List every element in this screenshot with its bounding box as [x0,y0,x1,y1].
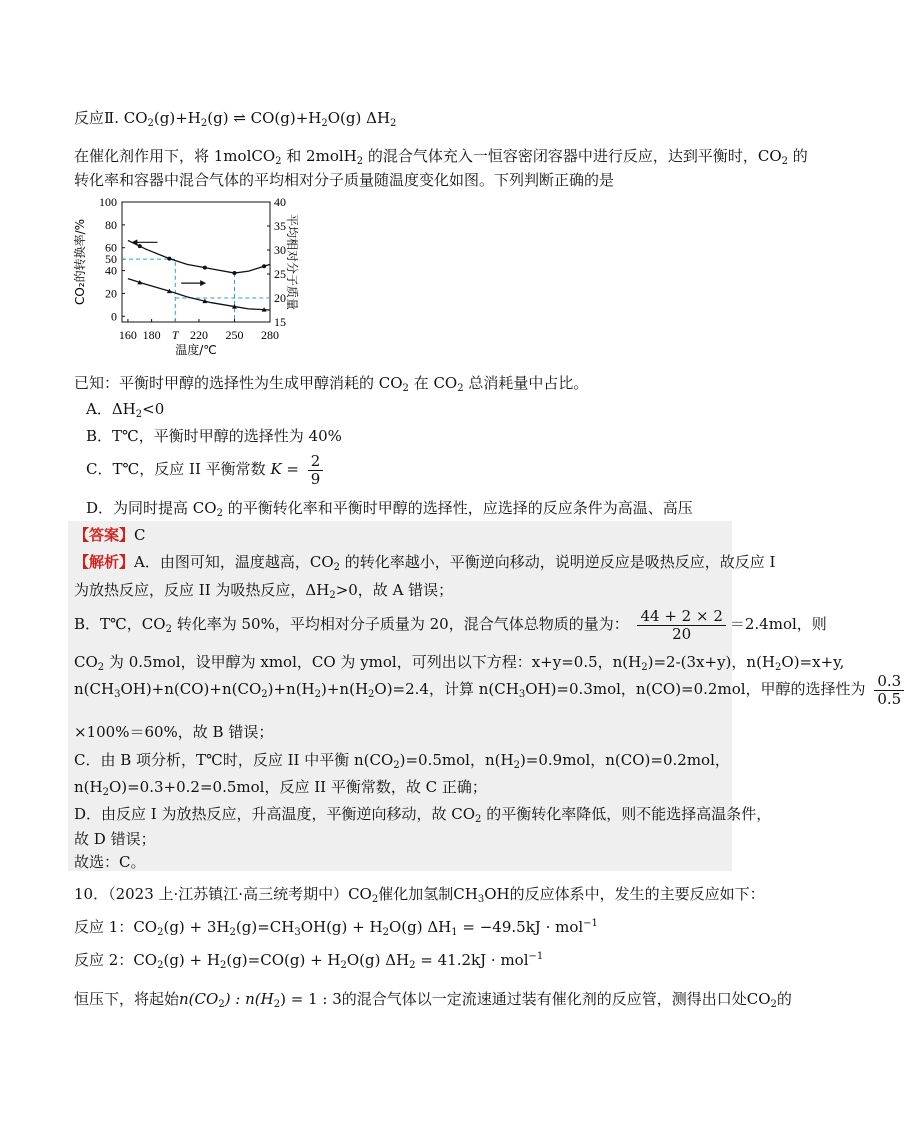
right-tick-label: 15 [274,315,286,329]
left-tick-label: 50 [105,252,117,267]
arrow-left-head [131,239,137,245]
answer-line: 【答案】C [74,526,146,544]
question-10: 10．（2023 上·江苏镇江·高三统考期中）$CO_2$催化加氢制$CH_3OH$的反应体系中，发生的主要反应如下： [74,885,765,905]
left-tick-label: 0 [111,309,117,324]
fraction-total: $\frac{44 + 2 \times 2}{20}$ [637,608,725,643]
left-axis-label: CO₂的转换率/% [73,218,87,306]
x-tick-label: 180 [142,328,161,342]
left-tick-label: 80 [105,217,117,232]
fraction-k: $\frac{2}{9}$ [308,453,324,488]
x-tick-label: T [171,328,179,342]
right-tick-label: 30 [274,243,286,257]
fraction-selectivity: $\frac{0.3}{0.5}$ [874,673,904,708]
analysis-line-4: $CO_2$ 为 0.5mol，设甲醇为 xmol，CO 为 ymol，可列出以下方程：x+y=0.5，$n(H_2)=2-(3x+y)$，$n(H_2O)=x+y$, [74,653,845,673]
right-tick-label: 20 [274,291,286,305]
option-a: A．$\Delta H_2<0$ [86,400,165,420]
reaction2-header: 反应Ⅱ. $CO_2(g)+H_2(g)$ ⇌ $CO(g)+H_2O(g)$ $\Delta H_2$ [74,109,397,129]
x-tick-label: 220 [189,328,208,342]
analysis-line-5: $n(CH_3OH)+n(CO)+n(CO_2)+n(H_2)+n(H_2O)=2.4$，计算 $n(CH_3OH)=0.3mol$，n(CO)=0.2mol，甲醇的选择性为 $\frac{0.3}{0.5}$ [74,672,908,708]
arrow-right-head [200,280,206,286]
reaction-1: 反应 1：$CO_2(g) + 3H_2(g)=CH_3OH(g) + H_2O(g) \Delta H_1 = -49.5kJ \cdot mol^{-1}$ [74,918,598,938]
right-axis-label: 平均相对分子质量 [285,213,299,311]
left-tick-label: 60 [105,240,117,255]
data-point-upper [203,266,207,270]
data-point-upper [262,264,266,268]
intro-line-2: 转化率和容器中混合气体的平均相对分子质量随温度变化如图。下列判断正确的是 [74,171,615,189]
intro-line-1: 在催化剂作用下，将 1molCO$_2$ 和 2molH$_2$ 的混合气体充入一恒容密闭容器中进行反应，达到平衡时，$CO_2$ 的 [74,147,808,167]
option-c: C．T℃，反应 II 平衡常数 K = $\frac{2}{9}$ [86,452,327,488]
data-point-upper [138,244,142,248]
left-tick-label: 100 [99,195,117,209]
data-point-upper [167,257,171,261]
known-line: 已知：平衡时甲醇的选择性为生成甲醇消耗的 $CO_2$ 在 $CO_2$ 总消耗量中占比。 [74,374,589,394]
plot-frame [122,202,270,322]
chart [70,192,299,360]
left-tick-label: 20 [105,286,117,301]
analysis-line-11: 故选：C。 [74,853,146,871]
series-line-1 [128,240,270,273]
left-tick-label: 40 [105,263,117,278]
x-tick-label: 160 [118,328,137,342]
analysis-line-2: 为放热反应，反应 II 为吸热反应，$\Delta H_2>0$，故 A 错误； [74,581,454,601]
right-tick-label: 35 [274,219,286,233]
analysis-line-3: B．T℃，$CO_2$ 转化率为 50%，平均相对分子质量为 20，混合气体总物质的量为： $\frac{44 + 2 \times 2}{20}$ ＝2.4mol，则 [74,606,827,643]
analysis-line-8: $n(H_2O)=0.3+0.2=0.5mol$，反应 II 平衡常数，故 C 正确； [74,778,487,798]
x-tick-label: 280 [261,328,279,342]
analysis-line-6: ×100%＝60%，故 B 错误； [74,723,274,741]
data-point-upper [232,271,236,275]
analysis-line-7: C．由 B 项分析，T℃时，反应 II 中平衡 $n(CO_2)=0.5mol$，$n(H_2)=0.9mol$，n(CO)=0.2mol， [74,751,730,771]
option-b: B．T℃，平衡时甲醇的选择性为 40% [86,427,342,445]
right-tick-label: 40 [274,195,286,209]
reaction-2: 反应 2：$CO_2(g) + H_2(g)=CO(g) + H_2O(g) \Delta H_2 = 41.2kJ \cdot mol^{-1}$ [74,951,544,971]
x-axis-label: 温度/℃ [175,343,217,357]
option-d: D．为同时提高 $CO_2$ 的平衡转化率和平衡时甲醇的选择性，应选择的反应条件为高温、高压 [86,499,693,519]
right-tick-label: 25 [274,267,286,281]
last-line: 恒压下，将起始$n(CO_2)$ : $n(H_2) = 1$ : 3的混合气体以一定流速通过装有催化剂的反应管，测得出口处$CO_2$的 [74,990,792,1010]
analysis-line-1: 【解析】A．由图可知，温度越高，$CO_2$ 的转化率越小，平衡逆向移动，说明逆反应是吸热反应，故反应 I [74,553,776,573]
analysis-line-10: 故 D 错误； [74,830,156,848]
x-tick-label: 250 [225,328,244,342]
analysis-line-9: D．由反应 I 为放热反应，升高温度，平衡逆向移动，故 $CO_2$ 的平衡转化率降低，则不能选择高温条件， [74,805,772,825]
